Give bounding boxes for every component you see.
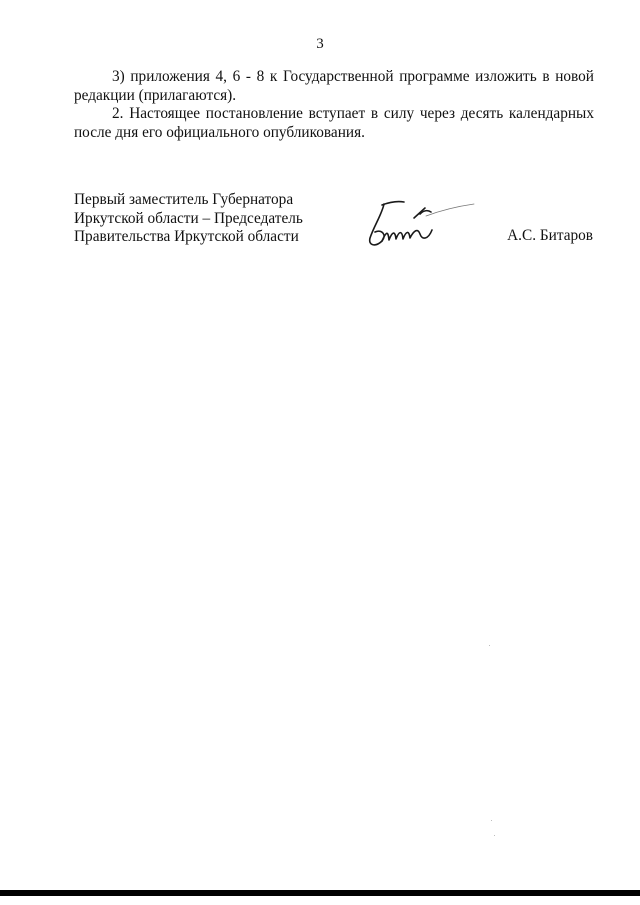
document-body [74, 68, 594, 142]
scan-bottom-edge [0, 890, 640, 896]
scan-speck [489, 645, 490, 646]
signatory-title [74, 191, 334, 247]
scan-speck [491, 820, 492, 821]
signatory-title-line-2: Иркутской области – Председатель [74, 209, 303, 227]
page-number: 3 [316, 36, 324, 52]
paragraph-item-3: 3) приложения 4, 6 - 8 к Государственной программе изложить в новой редакции (прилагаются). [74, 68, 594, 104]
scan-speck [494, 835, 495, 836]
handwritten-signature [362, 196, 482, 254]
paragraph-item-2: 2. Настоящее постановление вступает в силу через десять календарных после дня его официального опубликования. [74, 105, 594, 141]
signatory-title-line-1: Первый заместитель Губернатора [74, 191, 294, 208]
signatory-title-line-3: Правительства Иркутской области [74, 228, 299, 245]
signer-name: А.С. Битаров [507, 227, 593, 244]
